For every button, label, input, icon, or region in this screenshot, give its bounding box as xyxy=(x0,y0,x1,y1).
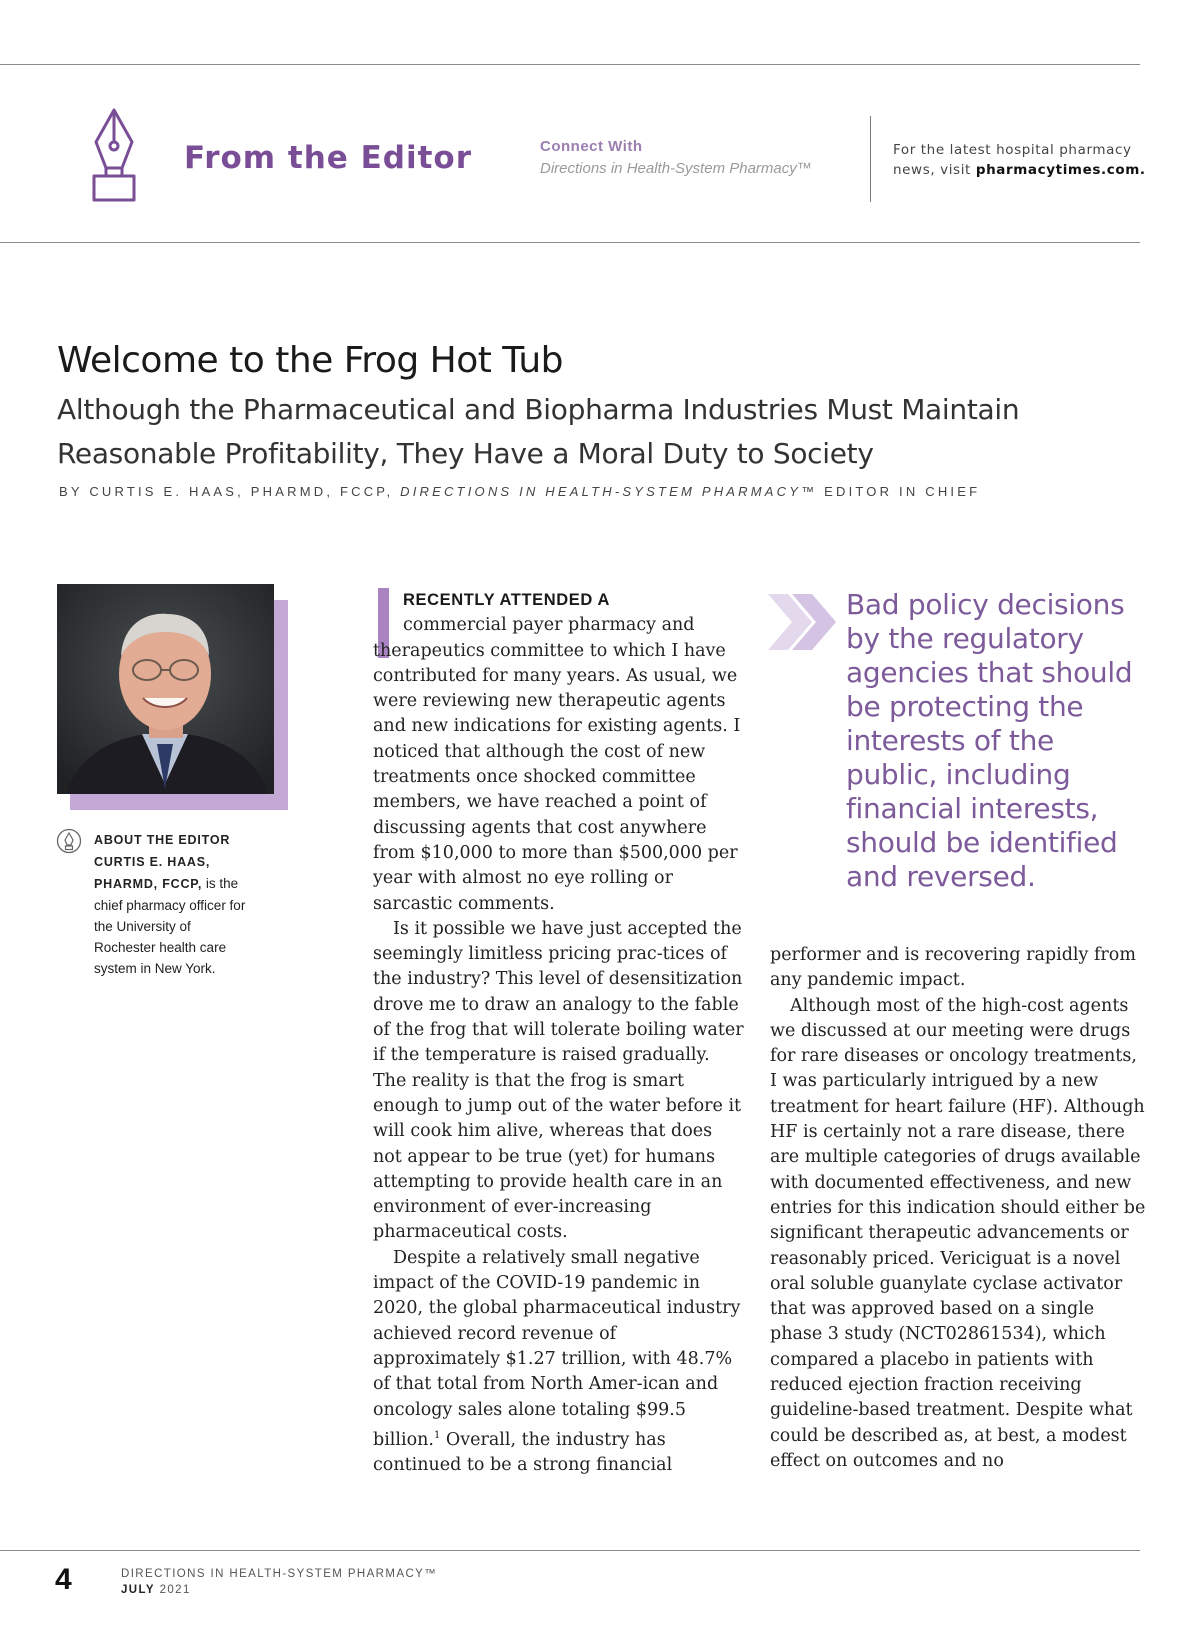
editor-photo xyxy=(57,584,274,794)
about-editor xyxy=(94,830,254,979)
editor-bio: is the chief pharmacy officer for the University of Rochester health care system in New York. xyxy=(94,876,246,976)
footer-rule xyxy=(0,1550,1140,1551)
connect-publication: Directions in Health-System Pharmacy™ xyxy=(540,160,812,177)
reference-1[interactable]: 1 xyxy=(433,1429,441,1441)
pen-nib-circle-icon xyxy=(56,828,82,854)
paragraph-2: Is it possible we have just accepted the seemingly limitless pricing prac-tices of the industry? This level of desensitization drove me to draw an analogy to the fable of the frog that will tolerate boiling water if the temperature is raised gradually. The reality is that the frog is smart enough to jump out of the water before it will cook him alive, whereas that does not appear to be true (yet) for humans attempting to provide health care in an environment of ever-increasing pharmaceutical costs. xyxy=(373,918,744,1243)
pull-quote: Bad policy decisions by the regulatory agencies that should be protecting the interests of the public, including financial interests, should be identified and reversed. xyxy=(846,588,1133,893)
connect-block xyxy=(540,136,812,180)
byline-suffix: EDITOR IN CHIEF xyxy=(817,484,981,499)
byline-publication: DIRECTIONS IN HEALTH-SYSTEM PHARMACY™ xyxy=(400,484,818,499)
footer-year: 2021 xyxy=(159,1584,191,1596)
article-subtitle: Although the Pharmaceutical and Biopharma Industries Must Maintain Reasonable Profitability, They Have a Moral Duty to Society xyxy=(57,393,1020,470)
byline-prefix: BY CURTIS E. HAAS, PHARMD, FCCP, xyxy=(59,484,401,499)
latest-news-note xyxy=(893,140,1146,180)
lead-caps: RECENTLY ATTENDED A xyxy=(403,591,610,609)
paragraph-4: Although most of the high-cost agents we discussed at our meeting were drugs for rare diseases or oncology treatments, I was particularly intrigued by a new treatment for heart failure (HF). Although HF is certainly not a rare disease, there are multiple categories of drugs available with documented effectiveness, and new entries for this indication should either be significant therapeutic advancements or reasonably priced. Vericiguat is a novel oral soluble guanylate cyclase activator that was approved based on a single phase 3 study (NCT02861534), which compared a placebo in patients with reduced ejection fraction receiving guideline-based treatment. Despite what could be described as, at best, a modest effect on outcomes and no xyxy=(770,995,1146,1471)
paragraph-3-tail: Overall, the industry has continued to be a strong financial xyxy=(373,1429,673,1475)
footer-info xyxy=(121,1566,437,1598)
page-number: 4 xyxy=(55,1563,72,1596)
paragraph-1 xyxy=(373,613,746,917)
lead-caps-block xyxy=(373,588,746,613)
footer-month: JULY xyxy=(121,1584,155,1596)
header-bottom-rule xyxy=(0,242,1140,243)
footer-publication: DIRECTIONS IN HEALTH-SYSTEM PHARMACY™ xyxy=(121,1568,438,1580)
fountain-pen-nib-icon xyxy=(86,106,142,206)
double-chevron-icon xyxy=(768,594,838,650)
body-column-1 xyxy=(373,588,746,1478)
paragraph-3-continued: performer and is recovering rapidly from any pandemic impact. xyxy=(770,945,1136,991)
about-title: ABOUT THE EDITOR xyxy=(94,833,231,847)
section-title: From the Editor xyxy=(184,140,472,176)
editor-name: CURTIS E. HAAS, PHARMD, FCCP, xyxy=(94,855,211,891)
connect-title: Connect With xyxy=(540,138,643,155)
pharmacytimes-link[interactable]: pharmacytimes.com. xyxy=(975,162,1146,178)
body-column-2 xyxy=(770,943,1148,1474)
top-rule xyxy=(0,64,1140,65)
header-divider xyxy=(870,116,871,202)
latest-prefix: news, visit xyxy=(893,162,976,178)
paragraph-1-text: commercial payer pharmacy and therapeutics committee to which I have contributed for many years. As usual, we were reviewing new therapeutic agents and new indications for existing agents. I noticed that although the cost of new treatments once shocked committee members, we have reached a point of discussing agents that cost anywhere from $10,000 to more than $500,000 per year with almost no eye rolling or sarcastic comments. xyxy=(373,615,741,914)
article-title: Welcome to the Frog Hot Tub xyxy=(57,340,563,381)
byline xyxy=(59,484,980,499)
paragraph-3 xyxy=(373,1246,746,1479)
latest-line1: For the latest hospital pharmacy xyxy=(893,142,1132,158)
paragraph-3-text: Despite a relatively small negative impact of the COVID-19 pandemic in 2020, the global pharmaceutical industry achieved record revenue of approximately $1.27 trillion, with 48.7% of that total from North Amer-ican and oncology sales alone totaling $99.5 billion. xyxy=(373,1247,741,1450)
